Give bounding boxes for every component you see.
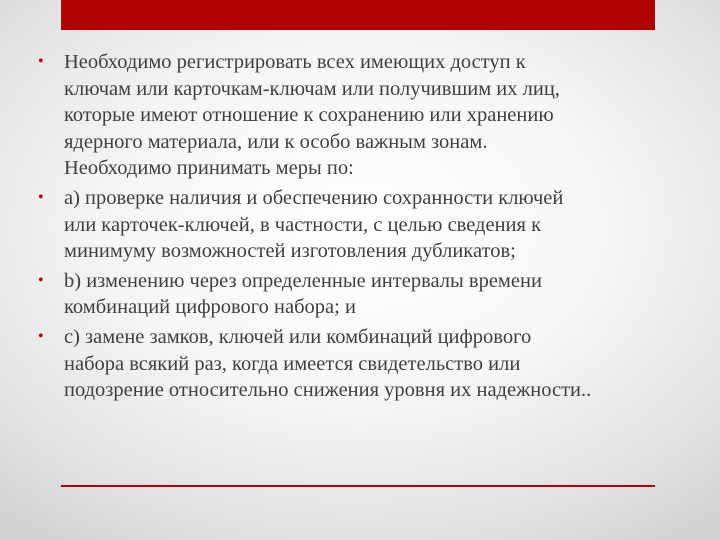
bullet-item (38, 49, 698, 182)
bullet-item (38, 324, 698, 404)
bullet-item (38, 268, 698, 321)
bullet-text: а) проверке наличия и обеспечению сохранности ключей или карточек-ключей, в частности, с целью сведения к минимуму возможностей изготовления дубликатов; (64, 186, 564, 263)
bullet-text: b) изменению через определенные интервалы времени комбинаций цифрового набора; и (64, 269, 542, 319)
bullet-item (38, 185, 698, 265)
bullet-marker-icon: • (38, 53, 44, 70)
bullet-marker-icon: • (38, 327, 44, 345)
bullet-text: Необходимо регистрировать всех имеющих доступ к ключам или карточкам-ключам или получившим их лиц, которые имеют отношение к сохранению или хранению ядерного материала, или к особо важным зонам. Необходимо принимать меры по: (64, 51, 560, 180)
bullet-marker-icon: • (38, 188, 44, 206)
bullet-text: с) замене замков, ключей или комбинаций цифрового набора всякий раз, когда имеется свидетельство или подозрение относительно снижения уровня их надежности.. (64, 325, 592, 402)
bullet-marker-icon: • (38, 271, 44, 289)
bottom-accent-line (61, 485, 655, 487)
bullet-list (38, 49, 698, 404)
top-accent-bar (61, 0, 655, 30)
slide-content (38, 49, 698, 407)
